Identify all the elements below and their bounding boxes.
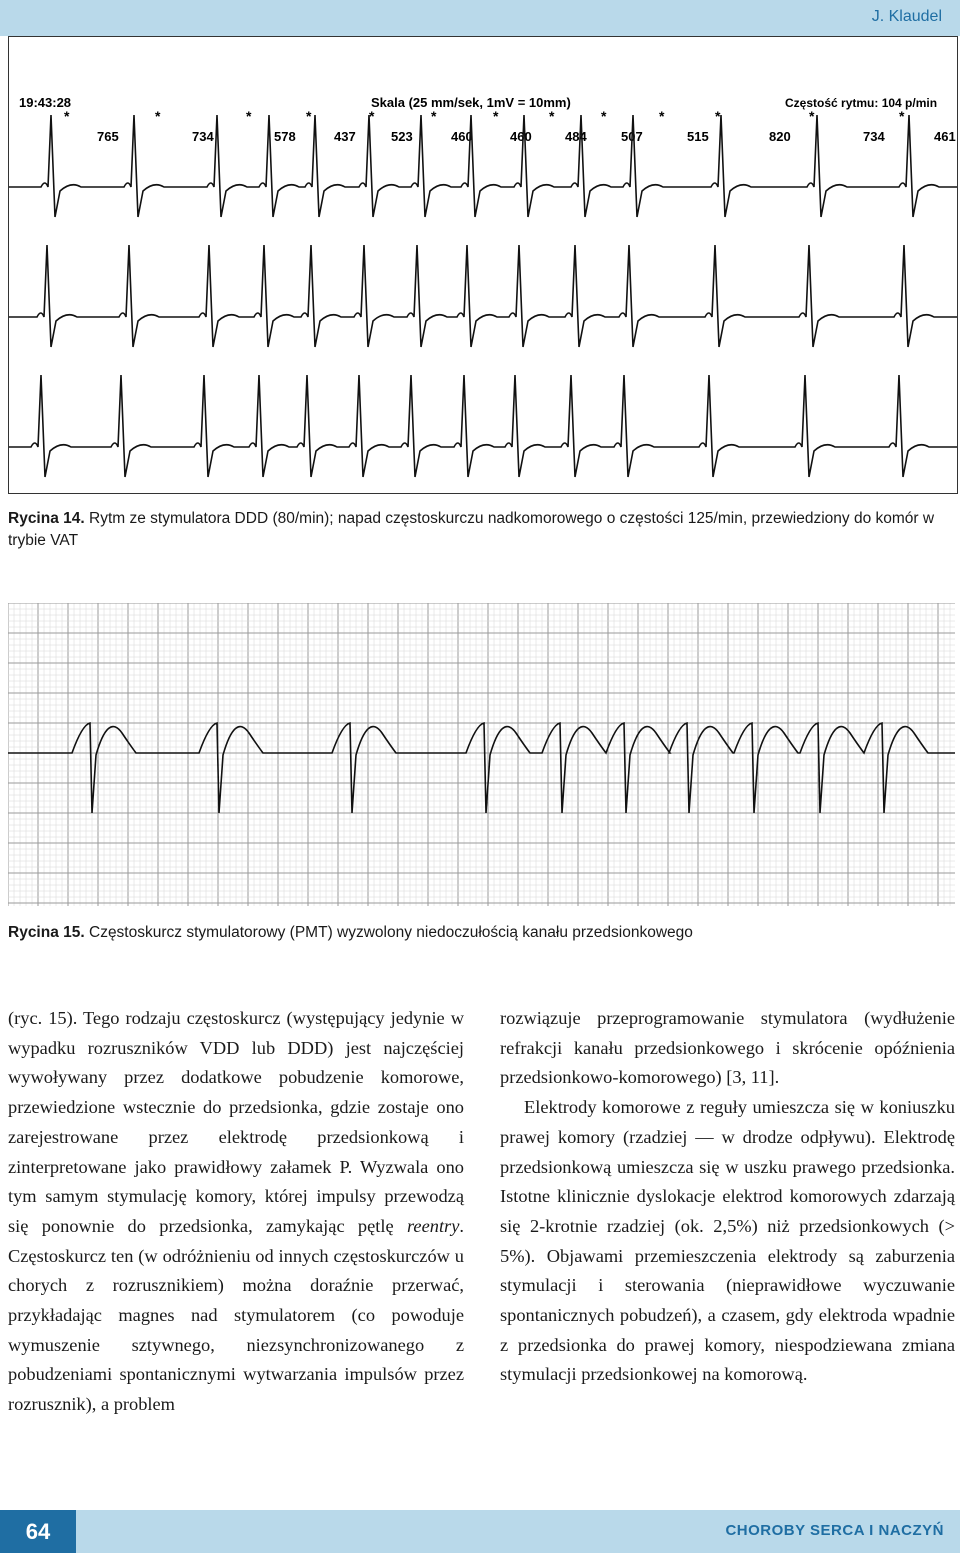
ecg-interval-label: 515: [687, 129, 709, 144]
ecg-time-label: 19:43:28: [19, 95, 72, 110]
body-column-left: [8, 1004, 464, 1420]
ecg-trace-14: [9, 37, 957, 493]
ecg-marker: *: [493, 108, 499, 124]
ecg-interval-label: 734: [192, 129, 214, 144]
ecg-marker: *: [659, 108, 665, 124]
ecg-interval-label: 460: [510, 129, 532, 144]
ecg-interval-label: 437: [334, 129, 356, 144]
ecg-interval-label: 523: [391, 129, 413, 144]
ecg-marker: *: [306, 108, 312, 124]
ecg-interval-label: 484: [565, 129, 587, 144]
ecg-interval-label: 461: [934, 129, 956, 144]
ecg-figure-15: [8, 603, 955, 906]
ecg-grid: [8, 603, 955, 906]
ecg-marker: *: [64, 108, 70, 124]
body-paragraph: rozwiązuje przeprogramowanie stymulatora (wydłużenie refrakcji kanału przedsionkowego i skrócenie opóźnienia przedsionkowo-komorowego) [3, 11].: [500, 1008, 955, 1088]
ecg-marker: *: [601, 108, 607, 124]
ecg-marker: *: [155, 108, 161, 124]
figure-14-caption: [8, 508, 948, 552]
ecg-interval-label: 820: [769, 129, 791, 144]
ecg-marker: *: [899, 108, 905, 124]
ecg-marker: *: [809, 108, 815, 124]
ecg-marker: *: [715, 108, 721, 124]
page-number: 64: [0, 1510, 76, 1553]
ecg-trace-row-2: [9, 245, 957, 347]
figure-14-label: Rycina 14.: [8, 510, 85, 527]
ecg-rate-label: Częstość rytmu: 104 p/min: [785, 96, 938, 110]
ecg-interval-label: 765: [97, 129, 119, 144]
figure-15-caption: [8, 922, 948, 944]
body-text: . Częstoskurcz ten (w odróżnieniu od innych częstoskurczów u chorych z rozrusznikiem) można doraźnie przerwać, przykładając magnes nad stymulatorem (co powoduje wymuszenie sztywnego, niezsynchronizowanego z pobudzeniami spontanicznymi wytwarzania impulsów przez rozrusznik), a problem: [8, 1215, 464, 1415]
ecg-interval-label: 460: [451, 129, 473, 144]
header-bar: [0, 0, 960, 36]
ecg-interval-label: 507: [621, 129, 643, 144]
figure-15-caption-text: Częstoskurcz stymulatorowy (PMT) wyzwolony niedoczułością kanału przedsionkowego: [84, 924, 693, 941]
ecg-figure-14: [8, 36, 958, 494]
journal-name: CHOROBY SERCA I NACZYŃ: [725, 1522, 944, 1539]
ecg-marker: *: [369, 108, 375, 124]
body-column-right: [500, 1004, 955, 1390]
ecg-trace-15-line: [8, 723, 955, 813]
ecg-trace-15: [8, 603, 955, 906]
ecg-marker: *: [431, 108, 437, 124]
figure-14-caption-text: Rytm ze stymulatora DDD (80/min); napad częstoskurczu nadkomorowego o częstości 125/min, przewiedziony do komór w trybie VAT: [8, 510, 935, 549]
body-text-italic: reentry: [406, 1215, 460, 1236]
ecg-marker: *: [246, 108, 252, 124]
ecg-scale-label: Skala (25 mm/sek, 1mV = 10mm): [371, 95, 571, 110]
ecg-marker: *: [549, 108, 555, 124]
ecg-trace-row-3: [9, 375, 957, 477]
body-paragraph: [8, 1004, 464, 1420]
ecg-interval-label: 578: [274, 129, 296, 144]
running-head-author: J. Klaudel: [871, 8, 942, 25]
ecg-trace-row-1: [9, 115, 957, 217]
ecg-interval-label: 734: [863, 129, 885, 144]
figure-15-label: Rycina 15.: [8, 924, 85, 941]
body-paragraph: Elektrody komorowe z reguły umieszcza się w koniuszku prawej komory (rzadziej — w drodze odpływu). Elektrodę przedsionkową umieszcza się w uszku prawego przedsionka. Istotne klinicznie dyslokacje elektrod komorowych zdarzają się 2-krotnie rzadziej (ok. 2,5%) niż przedsionkowych (> 5%). Objawami przemieszczenia elektrody są zaburzenia stymulacji i sterowania (nieprawidłowe wyczuwanie spontanicznych pobudzeń), a czasem, gdy elektroda wpadnie z przedsionka do prawej komory, niespodziewana zmiana stymulacji przedsionkowej na komorową.: [500, 1097, 955, 1385]
body-text: (ryc. 15). Tego rodzaju częstoskurcz (występujący jedynie w wypadku rozruszników VDD lub DDD) jest najczęściej wywoływany przez dodatkowe pobudzenie komorowe, przewiedzione wstecznie do przedsionka, gdzie zostaje ono zarejestrowane przez elektrodę przedsionkową i zinterpretowane jako prawidłowy załamek P. Wyzwala ono tym samym stymulację komory, której impulsy przewodzą się ponownie do przedsionka, zamykając pętlę: [8, 1008, 464, 1236]
